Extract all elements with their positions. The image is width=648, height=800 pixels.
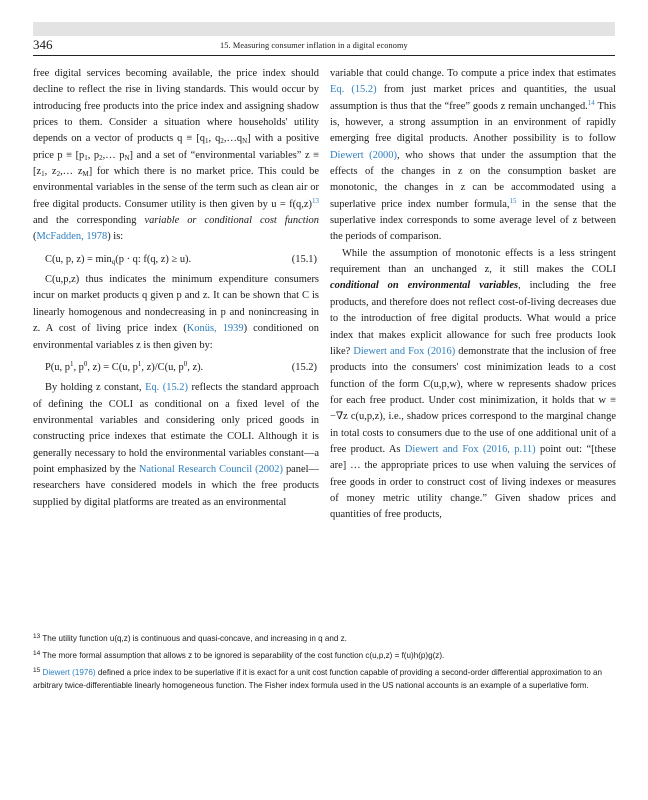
footnote-13: $^{13}$ The utility function u(q,z) is continuous and quasi-concave, and increasing in q and z. (33, 633, 347, 643)
citation-link[interactable]: National Research Council (2002) (138, 463, 283, 475)
footnotes (33, 632, 615, 696)
citation-link[interactable]: Konüs, 1939 (186, 323, 244, 335)
citation-link[interactable]: McFadden, 1978 (36, 231, 108, 243)
citation-link[interactable]: Diewert and Fox (2016, p.11) (404, 443, 536, 455)
paragraph: C(u,p,z) thus indicates the minimum expenditure consumers incur on market products q given p and z. It can be shown that C is linearly homogenous and nondecreasing in p and nonincreasing in z. A cost of living price index (Konüs, 1939) conditioned on environmental variables z is then given by: (33, 274, 319, 351)
header-rule (33, 55, 615, 56)
left-column (33, 66, 319, 511)
paragraph: While the assumption of monotonic effects is a less stringent requirement than an unchanged z, it still makes the COLI conditional on environmental variables, including the free products, and therefore does not reflect cost-of-living decreases due to the introduction of free digital products. What would a price index that makes explicit allowance for such free products look like? Diewert and Fox (2016) demonstrate that the inclusion of free products into the consumers' cost minimization leads to a cost function of the form C(u,p,w), where w represents shadow prices for each free product. Under cost minimization, it holds that w ≡ −∇z c(u,p,z), i.e., shadow prices correspond to the marginal change in total costs to consumers due to the use of one additional unit of a free product. As Diewert and Fox (2016, p.11) point out: “[these are] … the appropriate prices to use when valuing the services of free goods in order to construct cost of living indexes or measures of money metric utility change.” Given shadow prices and quantities of free products, (330, 247, 617, 521)
header-bar (33, 22, 615, 36)
equation-link[interactable]: Eq. (15.2) (330, 84, 377, 96)
equation-link[interactable]: Eq. (15.2) (145, 382, 188, 394)
footnote-ref-15[interactable]: 15 (509, 196, 517, 205)
footnote-ref-13[interactable]: 13 (312, 196, 319, 205)
equation-number: (15.1) (291, 253, 317, 265)
equation-number: (15.2) (291, 361, 317, 373)
paragraph: free digital services becoming available, the price index should decline to reflect the rise in living standards. This would occur by introducing free products into the price index and assigning shadow prices to them. Consider a situation where households' utility depends on a vector of products $q \equiv [q_1$, $q_2,\dots q_N$] with a positive price $p \equiv [p_1$, $p_2,\dots$ $p_N$] and a set of “environmental variables” $z \equiv [z_1$, $z_2,\dots$ $z_M$] for which there is no market price. This could be environmental variables in the sense of the term such as clean air or free digital products. Consumer utility is then given by $u = f(q,z)^{13}$ and the corresponding variable or conditional cost function (McFadden, 1978) is: (33, 68, 320, 243)
footnote-14: $^{14}$ The more formal assumption that allows z to be ignored is separability of the cost function c(u,p,z) = f(u)h(p)g(z). (33, 650, 445, 660)
footnote-15: $^{15}$ Diewert (1976) defined a price index to be superlative if it is exact for a unit cost function capable of providing a second-order differential approximation to an arbitrary twice-differentiable linearly homogeneous function. The Fisher index formula used in the US national accounts is an example of a superlative form. (33, 667, 603, 690)
paragraph: By holding z constant, Eq. (15.2) reflects the standard approach of defining the COLI as conditional on a fixed level of the environmental variables and considering only priced goods in constructing price indexes that estimate the COLI. Although it is generally necessary to hold the environmental variables constant—a point emphasized by the National Research Council (2002) panel—researchers have considered models in which the free products supplied by digital platforms are treated as an environmental (33, 382, 320, 508)
right-column (330, 66, 616, 524)
equation-15-2: P(u, $p^1$, $p^0$, z) = C(u, $p^1$, z)/C(u, $p^0$, z). (15.2) (33, 360, 319, 376)
page-number: 346 (33, 37, 53, 52)
citation-link[interactable]: Diewert and Fox (2016) (353, 345, 456, 357)
citation-link[interactable]: Diewert (2000) (330, 149, 397, 161)
equation-15-1: C(u, p, $z) = \min_q(p \cdot q$: f(q, z) ≥ u). (15.1) (33, 252, 319, 268)
running-title: 15. Measuring consumer inflation in a digital economy (220, 41, 408, 50)
footnote-ref-14[interactable]: 14 (587, 98, 595, 107)
citation-link[interactable]: Diewert (1976) (42, 668, 96, 677)
paragraph: variable that could change. To compute a price index that estimates Eq. (15.2) from just market prices and quantities, the usual assumption is thus that the “free” goods z remain unchanged.$^{14}$ This is, however, a strong assumption in an environment of rapidly emerging free digital products. Another possibility is to follow Diewert (2000), who shows that under the assumption that the effects of the changes in z on the consumption basket are monotonic, the changes in z can be accommodated using a superlative price index number formula,$^{15}$ in the sense that the superlative index corresponds to some average level of z between the periods of comparison. (330, 68, 616, 243)
